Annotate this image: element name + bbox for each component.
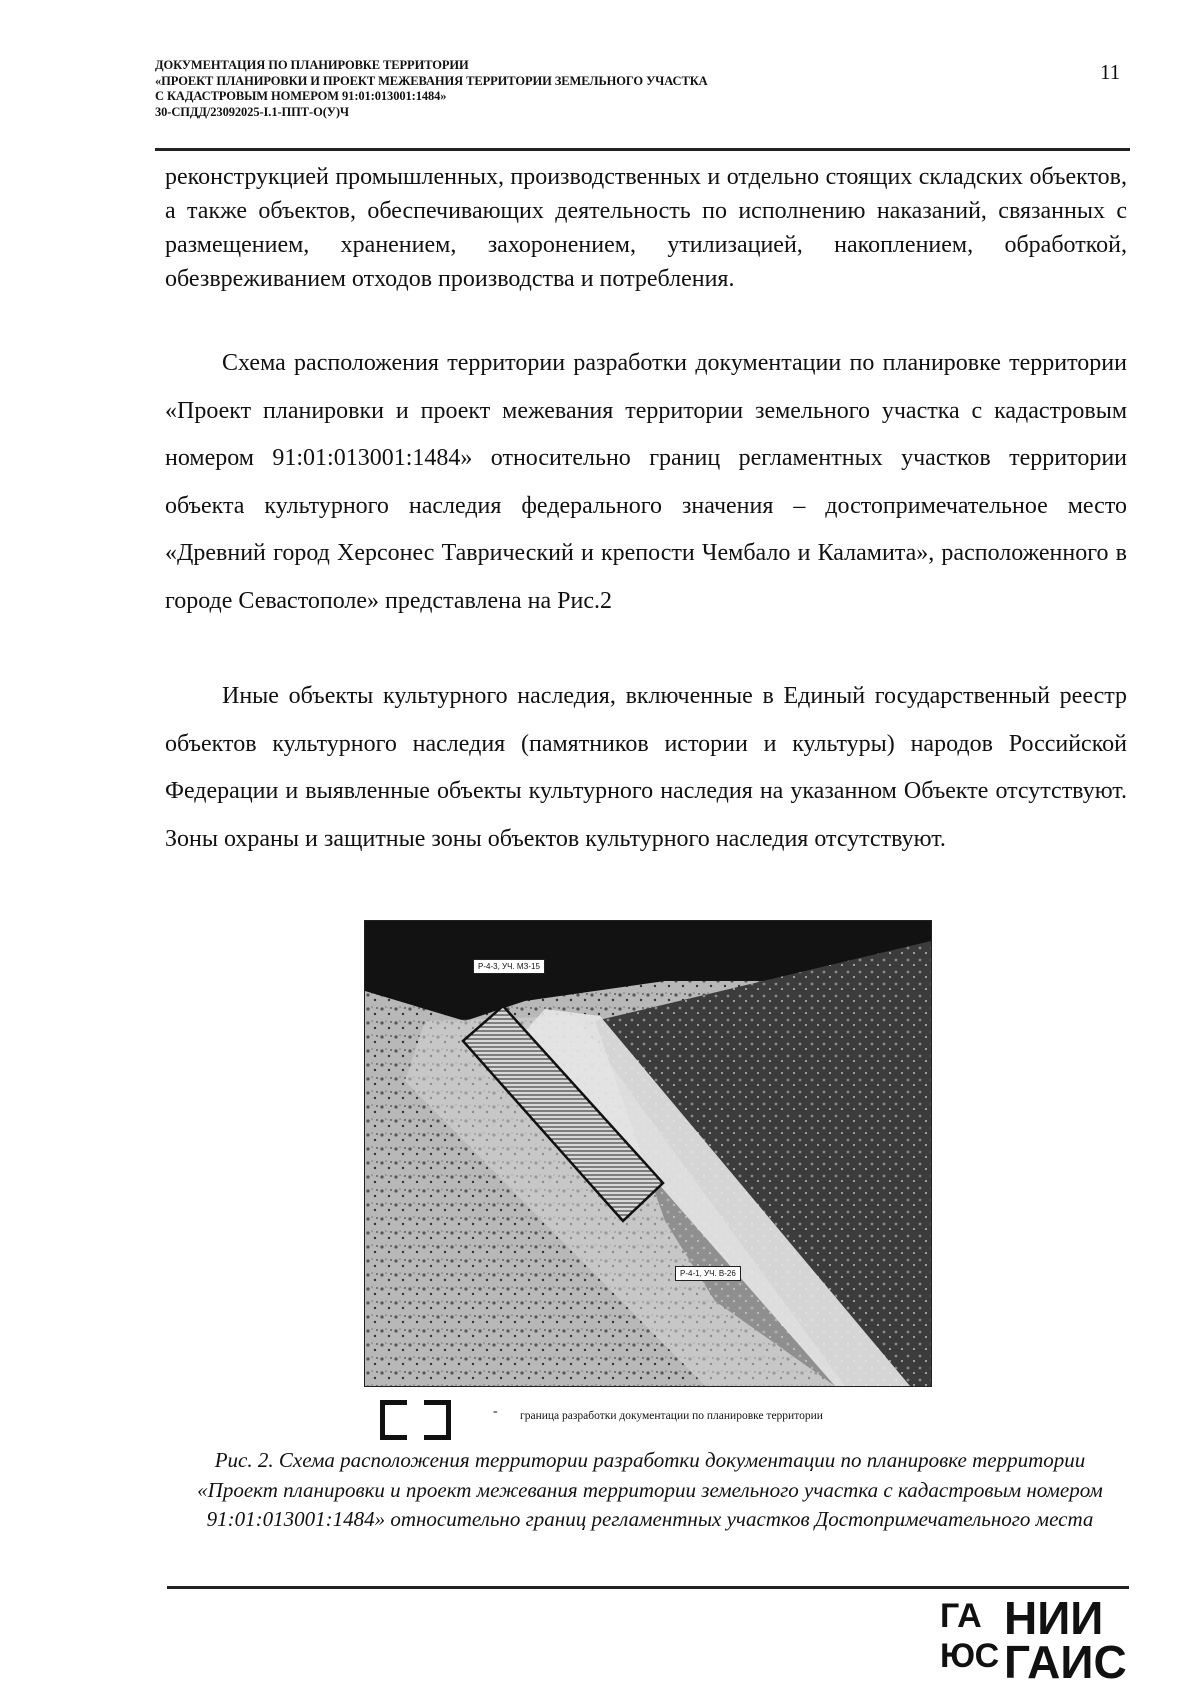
paragraph-1: реконструкцией промышленных, производственных и отдельно стоящих складских объектов, а также объектов, обеспечивающих деятельность по исполнению наказаний, связанных с размещением, хранением, захоронением, утилизацией, накоплением, обработкой, обезвреживанием отходов производства и потребления.: [165, 164, 1127, 292]
legend-dash: -: [493, 1404, 498, 1419]
boundary-legend-icon: [380, 1400, 460, 1434]
zone-label-bottom: Р-4-1, УЧ. В-26: [675, 1266, 741, 1281]
footer-divider: [167, 1586, 1129, 1589]
site-map-image: [365, 921, 931, 1386]
header-line-3: С КАДАСТРОВЫМ НОМЕРОМ 91:01:013001:1484»: [155, 89, 447, 103]
header-line-2: «ПРОЕКТ ПЛАНИРОВКИ И ПРОЕКТ МЕЖЕВАНИЯ ТЕРРИТОРИИ ЗЕМЕЛЬНОГО УЧАСТКА: [155, 73, 708, 88]
logo-mark-icon: [940, 1596, 998, 1684]
paragraph-3: Иные объекты культурного наследия, включенные в Единый государственный реестр объектов культурного наследия (памятников истории и культуры) народов Российской Федерации и выявленные объекты культурного наследия на указанном Объекте отсутствуют. Зоны охраны и защитные зоны объектов культурного наследия отсутствуют.: [165, 683, 1127, 852]
header-line-1: ДОКУМЕНТАЦИЯ ПО ПЛАНИРОВКЕ ТЕРРИТОРИИ: [155, 58, 469, 72]
logo-line-1: НИИ: [1004, 1592, 1104, 1644]
company-logo: [940, 1592, 1130, 1688]
header-line-4: 30-СПДД/23092025-I.1-ППТ-О(У)Ч: [155, 104, 349, 119]
zone-label-top: Р-4-3, УЧ. МЗ-15: [473, 959, 545, 974]
legend-text: граница разработки документации по планировке территории: [520, 1410, 823, 1422]
figure-caption: Рис. 2. Схема расположения территории разработки документации по планировке территории «Проект планировки и проект межевания территории земельного участка с кадастровым номером 91:01:013001:1484» относительно границ регламентных участков Достопримечательного места: [197, 1448, 1103, 1531]
logo-line-2: ГАИС: [1004, 1636, 1127, 1688]
logo-mark-text: ГА ЮС: [940, 1597, 1000, 1675]
header-divider: [155, 148, 1130, 151]
document-header: [155, 58, 955, 120]
paragraph-2: Схема расположения территории разработки документации по планировке территории «Проект планировки и проект межевания территории земельного участка с кадастровым номером 91:01:013001:1484» относительно границ регламентных участков территории объекта культурного наследия федерального значения – достопримечательное место «Древний город Херсонес Таврический и крепости Чембало и Каламита», расположенного в городе Севастополе» представлена на Рис.2: [165, 350, 1127, 614]
logo-wordmark: [1004, 1592, 1130, 1688]
site-map-figure: [364, 920, 932, 1387]
page-number: 11: [1100, 60, 1121, 84]
